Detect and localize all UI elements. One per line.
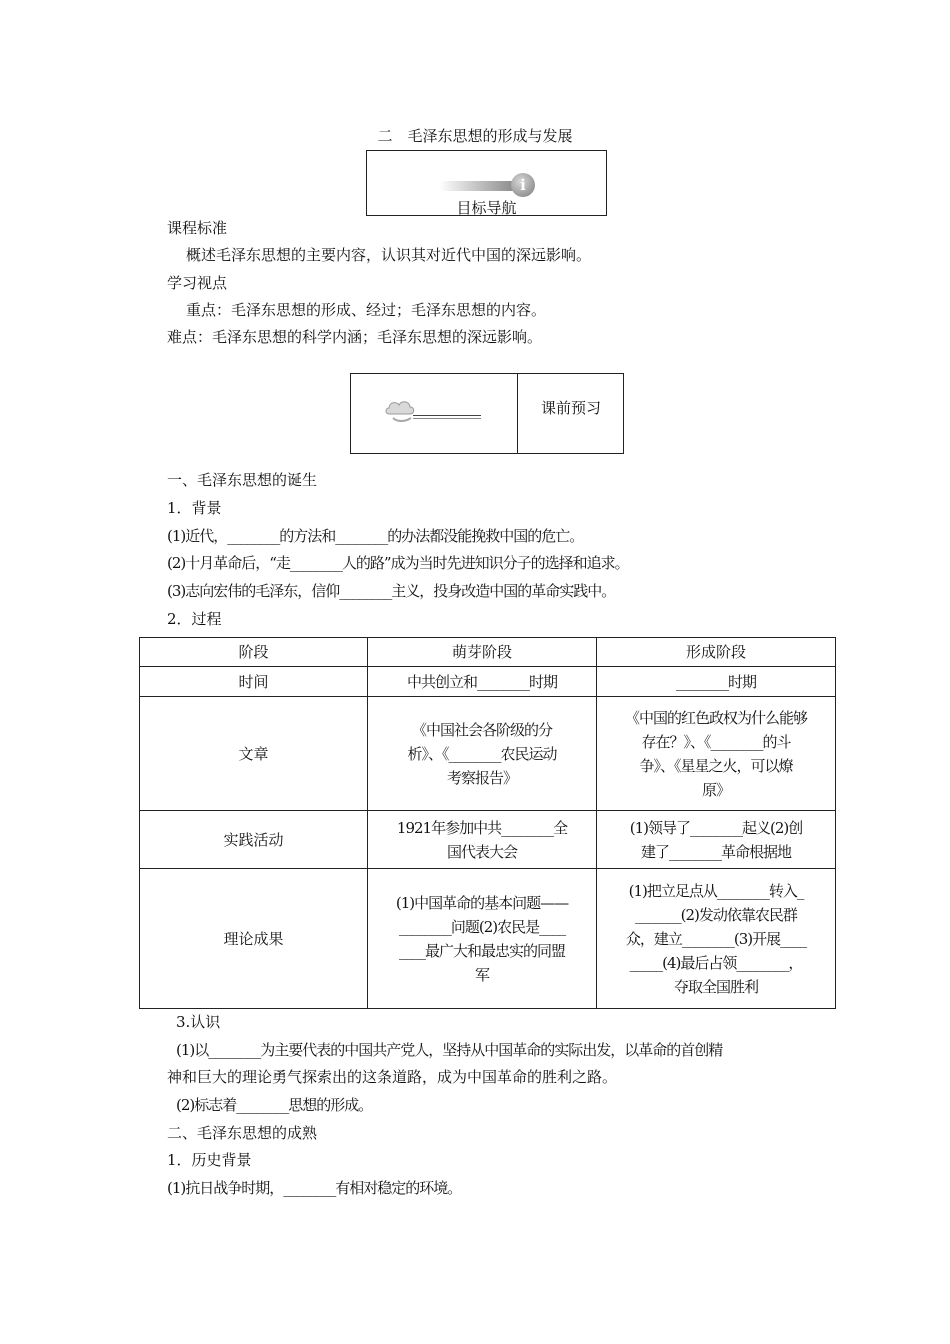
cloud-icon <box>383 396 417 426</box>
section2-heading: 二、毛泽东思想的成熟 <box>167 1124 318 1142</box>
table-cell: 中共创立和________时期 <box>368 667 597 697</box>
cell-line: 军 <box>474 965 489 984</box>
cell-line: ________问题(2)农民是____ <box>398 917 566 936</box>
table-header-cell: 萌芽阶段 <box>368 638 597 667</box>
table-cell <box>368 869 597 1009</box>
cell-line: (1)领导了________起义(2)创 <box>629 818 803 837</box>
history-background-item-1: (1)抗日战争时期，________有相对稳定的环境。 <box>167 1179 462 1197</box>
page-title: 二 毛泽东思想的形成与发展 <box>377 127 573 145</box>
table-row <box>140 869 836 1009</box>
banner-line <box>413 415 481 419</box>
cell-line: 析》、《________农民运动 <box>407 744 557 763</box>
goal-navigation-banner <box>366 150 607 216</box>
table-cell <box>597 869 836 1009</box>
table-cell: 实践活动 <box>140 811 368 869</box>
cell-line: _____(4)最后占领________， <box>629 953 803 972</box>
table-cell <box>597 697 836 811</box>
recognition-item-1-cont: 神和巨大的理论勇气探索出的这条道路，成为中国革命的胜利之路。 <box>167 1068 618 1086</box>
preview-banner <box>350 373 624 454</box>
background-item-1: (1)近代，________的方法和________的办法都没能挽救中国的危亡。 <box>167 527 584 545</box>
table-row <box>140 638 836 667</box>
banner-bar <box>439 181 517 191</box>
banner-label: 目标导航 <box>456 199 517 217</box>
table-cell: 理论成果 <box>140 869 368 1009</box>
table-row <box>140 811 836 869</box>
cell-line: ____最广大和最忠实的同盟 <box>398 941 565 960</box>
process-heading: 2．过程 <box>167 610 222 628</box>
cell-line: 原》 <box>701 780 730 799</box>
course-standard-heading: 课程标准 <box>167 219 228 237</box>
table-cell <box>368 697 597 811</box>
process-table <box>139 637 836 1009</box>
table-cell: 文章 <box>140 697 368 811</box>
table-header-cell: 阶段 <box>140 638 368 667</box>
cell-line: 国代表大会 <box>446 842 517 861</box>
table-cell <box>368 811 597 869</box>
cell-line: 建了________革命根据地 <box>640 842 791 861</box>
table-cell: ________时期 <box>597 667 836 697</box>
cell-line: 存在？》、《________的斗 <box>641 732 791 751</box>
cell-line: 1921年参加中共________全 <box>396 818 568 837</box>
recognition-heading: 3.认识 <box>176 1013 221 1031</box>
section1-heading: 一、毛泽东思想的诞生 <box>167 471 318 489</box>
difficult-point-text: 难点：毛泽东思想的科学内涵；毛泽东思想的深远影响。 <box>167 328 543 346</box>
info-icon: i <box>511 173 535 197</box>
table-header-cell: 形成阶段 <box>597 638 836 667</box>
table-row <box>140 667 836 697</box>
cell-line: 夺取全国胜利 <box>673 977 758 996</box>
table-cell <box>597 811 836 869</box>
history-background-heading: 1．历史背景 <box>167 1151 252 1169</box>
cell-line: 《中国的红色政权为什么能够 <box>624 708 807 727</box>
cell-line: (1)把立足点从________转入_ <box>628 881 804 900</box>
study-view-heading: 学习视点 <box>167 274 228 292</box>
preview-label: 课前预习 <box>540 399 601 417</box>
cell-line: _______(2)发动依靠农民群 <box>635 905 797 924</box>
cell-line: 考察报告》 <box>446 768 517 787</box>
cell-line: 《中国社会各阶级的分 <box>411 720 552 739</box>
background-item-2: (2)十月革命后，“走________人的路”成为当时先进知识分子的选择和追求。 <box>167 554 629 572</box>
recognition-item-2: (2)标志着________思想的形成。 <box>176 1096 373 1114</box>
table-cell: 时间 <box>140 667 368 697</box>
background-item-3: (3)志向宏伟的毛泽东，信仰________主义，投身改造中国的革命实践中。 <box>167 582 616 600</box>
cell-line: 众，建立________(3)开展____ <box>625 929 807 948</box>
cell-line: (1)中国革命的基本问题—— <box>395 893 569 912</box>
key-point-text: 重点：毛泽东思想的形成、经过；毛泽东思想的内容。 <box>186 301 547 319</box>
background-heading: 1．背景 <box>167 499 222 517</box>
cell-line: 争》、《星星之火，可以燎 <box>639 756 793 775</box>
recognition-item-1: (1)以________为主要代表的中国共产党人，坚持从中国革命的实际出发，以革命的首创精 <box>176 1041 723 1059</box>
table-row <box>140 697 836 811</box>
course-standard-text: 概述毛泽东思想的主要内容，认识其对近代中国的深远影响。 <box>186 246 592 264</box>
